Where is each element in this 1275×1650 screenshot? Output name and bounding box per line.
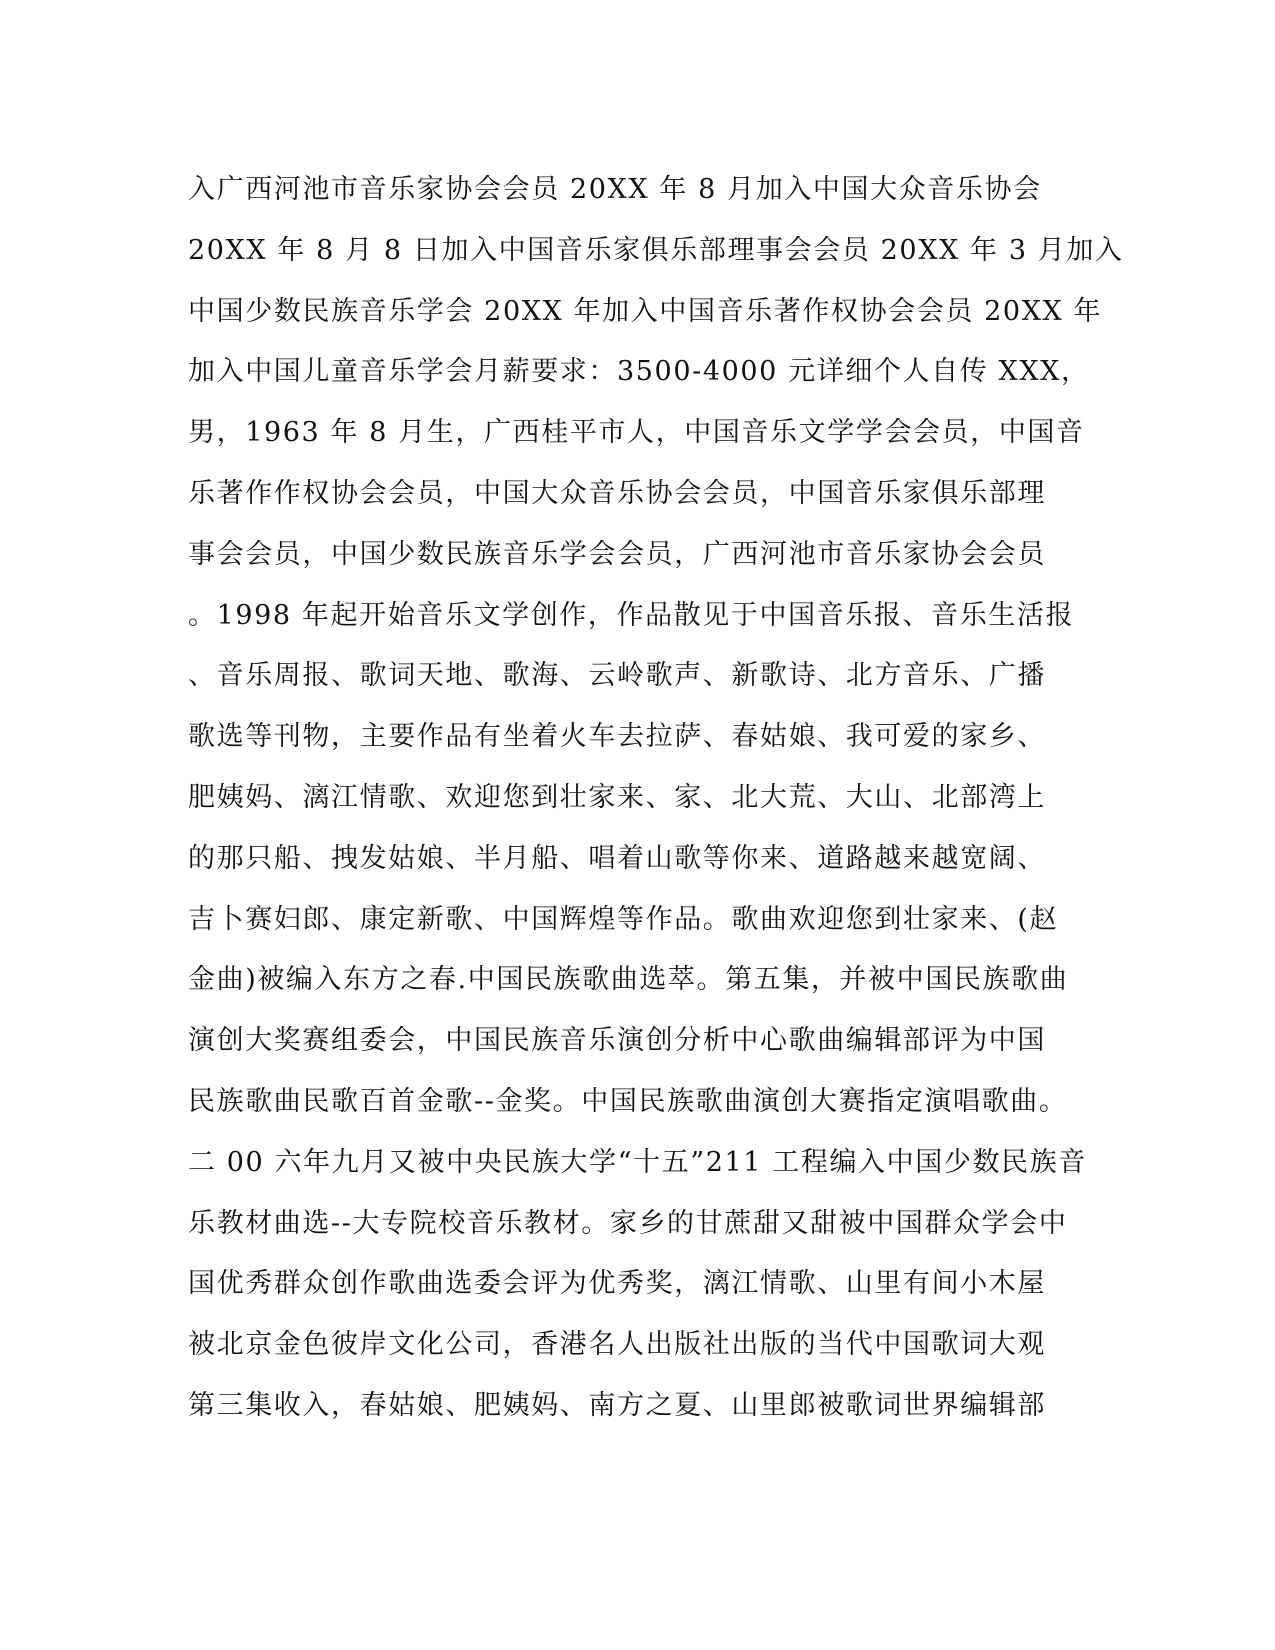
text-line: 被北京金色彼岸文化公司，香港名人出版社出版的当代中国歌词大观 <box>188 1329 1046 1361</box>
text-line: 吉卜赛妇郎、康定新歌、中国辉煌等作品。歌曲欢迎您到壮家来、(赵 <box>188 903 1059 935</box>
body-text <box>188 160 1124 1437</box>
text-line: 民族歌曲民歌百首金歌--金奖。中国民族歌曲演创大赛指定演唱歌曲。 <box>188 1085 1068 1117</box>
text-line: 、音乐周报、歌词天地、歌海、云岭歌声、新歌诗、北方音乐、广播 <box>188 660 1046 692</box>
text-line: 第三集收入，春姑娘、肥姨妈、南方之夏、山里郎被歌词世界编辑部 <box>188 1389 1046 1421</box>
text-line: 加入中国儿童音乐学会月薪要求：3500-4000 元详细个人自传 XXX， <box>188 356 1090 388</box>
text-line: 20XX 年 8 月 8 日加入中国音乐家俱乐部理事会会员 20XX 年 3 月加入 <box>188 234 1124 266</box>
text-line: 演创大奖赛组委会，中国民族音乐演创分析中心歌曲编辑部评为中国 <box>188 1025 1046 1057</box>
text-line: 入广西河池市音乐家协会会员 20XX 年 8 月加入中国大众音乐协会 <box>188 174 1042 205</box>
text-line: 肥姨妈、漓江情歌、欢迎您到壮家来、家、北大荒、大山、北部湾上 <box>188 781 1046 813</box>
text-line: 乐教材曲选--大专院校音乐教材。家乡的甘蔗甜又甜被中国群众学会中 <box>188 1207 1068 1239</box>
text-line: 乐著作作权协会会员，中国大众音乐协会会员，中国音乐家俱乐部理 <box>188 477 1046 509</box>
text-line: 男，1963 年 8 月生，广西桂平市人，中国音乐文学学会会员，中国音 <box>188 417 1085 449</box>
text-line: 中国少数民族音乐学会 20XX 年加入中国音乐著作权协会会员 20XX 年 <box>188 295 1103 327</box>
text-line: 。1998 年起开始音乐文学创作，作品散见于中国音乐报、音乐生活报 <box>188 599 1075 631</box>
text-line: 国优秀群众创作歌曲选委会评为优秀奖，漓江情歌、山里有间小木屋 <box>188 1268 1046 1300</box>
text-line: 二 00 六年九月又被中央民族大学“十五”211 工程编入中国少数民族音 <box>188 1146 1087 1178</box>
text-line: 的那只船、拽发姑娘、半月船、唱着山歌等你来、道路越来越宽阔、 <box>188 842 1046 874</box>
text-line: 事会会员，中国少数民族音乐学会会员，广西河池市音乐家协会会员 <box>188 538 1046 570</box>
text-line: 金曲)被编入东方之春.中国民族歌曲选萃。第五集，并被中国民族歌曲 <box>188 964 1069 996</box>
text-line: 歌选等刊物，主要作品有坐着火车去拉萨、春姑娘、我可爱的家乡、 <box>188 721 1046 753</box>
